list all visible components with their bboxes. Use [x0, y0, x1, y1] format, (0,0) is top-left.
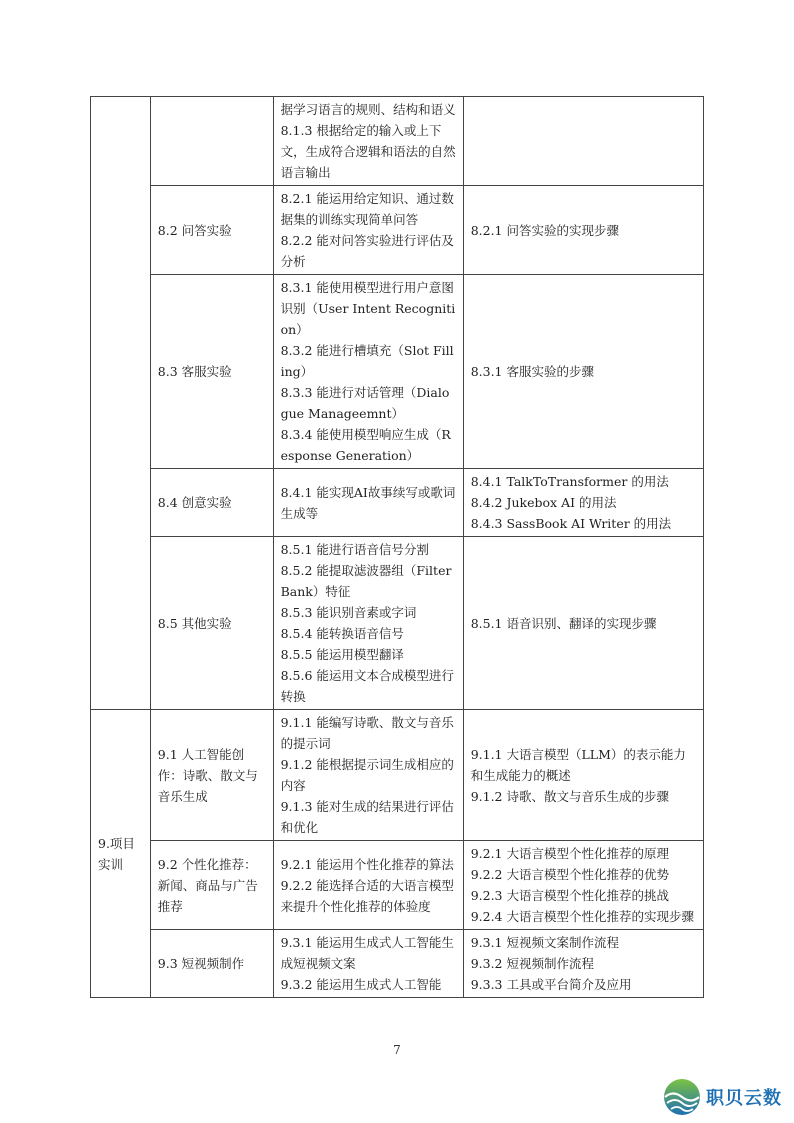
list-item: 8.2.1 能运用给定知识、通过数据集的训练实现简单问答 — [280, 191, 454, 227]
list-item: 8.4.2 Jukebox AI 的用法 — [470, 495, 617, 510]
knowledge-cell — [463, 710, 703, 841]
course-cell: 8.4 创意实验 — [150, 469, 273, 537]
skill-cell — [273, 469, 463, 537]
table-row — [91, 841, 704, 930]
skill-cell — [273, 841, 463, 930]
list-item: 8.3.2 能进行槽填充（Slot Filling） — [280, 343, 454, 379]
list-item: 8.5.3 能识别音素或字词 — [280, 605, 417, 620]
knowledge-cell — [463, 186, 703, 275]
list-item: 8.2.2 能对问答实验进行评估及分析 — [280, 233, 454, 269]
list-item: 9.3.2 能运用生成式人工智能 — [280, 977, 442, 992]
skill-cell — [273, 275, 463, 469]
list-item: 8.3.1 客服实验的步骤 — [470, 364, 594, 379]
list-item: 8.4.3 SassBook AI Writer 的用法 — [470, 516, 672, 531]
list-item: 8.5.1 语音识别、翻译的实现步骤 — [470, 615, 657, 631]
list-item: 9.1.2 诗歌、散文与音乐生成的步骤 — [470, 788, 669, 804]
table-row — [91, 537, 704, 710]
knowledge-cell — [463, 930, 703, 998]
list-item: 8.3.4 能使用模型响应生成（Response Generation） — [280, 427, 451, 463]
logo-text: 职贝云数 — [706, 1088, 782, 1109]
list-item: 8.1.3 根据给定的输入或上下文，生成符合逻辑和语法的自然语言输出 — [280, 123, 456, 180]
list-item: 8.5.1 能进行语音信号分割 — [280, 542, 429, 557]
list-item: 9.2.2 大语言模型个性化推荐的优势 — [470, 867, 669, 882]
list-item: 9.2.3 大语言模型个性化推荐的挑战 — [470, 888, 669, 903]
list-item: 8.5.2 能提取滤波器组（Filter Bank）特征 — [280, 563, 452, 599]
course-cell: 9.3 短视频制作 — [150, 930, 273, 998]
list-item: 8.2.1 问答实验的实现步骤 — [470, 222, 619, 238]
list-item: 9.2.2 能选择合适的大语言模型来提升个性化推荐的体验度 — [280, 877, 454, 914]
skill-cell — [273, 537, 463, 710]
course-cell: 9.2 个性化推荐：新闻、商品与广告推荐 — [150, 841, 273, 930]
list-item: 9.3.1 能运用生成式人工智能生成短视频文案 — [280, 935, 454, 971]
list-item: 8.5.6 能运用文本合成模型进行转换 — [280, 668, 454, 704]
list-item: 8.3.1 能使用模型进行用户意图识别（User Intent Recognition） — [280, 280, 456, 337]
knowledge-cell — [463, 469, 703, 537]
knowledge-cell — [463, 275, 703, 469]
skill-cell — [273, 186, 463, 275]
section-cell-8 — [91, 97, 151, 710]
table-row — [91, 469, 704, 537]
skill-cell — [273, 97, 463, 186]
knowledge-cell — [463, 537, 703, 710]
page-number: 7 — [393, 1043, 401, 1057]
list-item: 9.3.1 短视频文案制作流程 — [470, 935, 619, 950]
course-cell: 9.1 人工智能创作：诗歌、散文与音乐生成 — [150, 710, 273, 841]
list-item: 9.2.1 大语言模型个性化推荐的原理 — [470, 846, 669, 861]
table-row — [91, 710, 704, 841]
skill-cell — [273, 930, 463, 998]
knowledge-cell — [463, 841, 703, 930]
section-cell-9: 9.项目实训 — [91, 710, 151, 998]
list-item: 8.4.1 TalkToTransformer 的用法 — [470, 474, 669, 489]
curriculum-table — [90, 96, 704, 998]
list-item: 8.5.4 能转换语音信号 — [280, 626, 404, 641]
list-item: 9.1.1 能编写诗歌、散文与音乐的提示词 — [280, 715, 454, 751]
list-item: 据学习语言的规则、结构和语义 — [280, 102, 456, 117]
list-item: 8.3.3 能进行对话管理（Dialogue Manageemnt） — [280, 385, 450, 421]
list-item: 9.2.4 大语言模型个性化推荐的实现步骤 — [470, 909, 694, 924]
list-item: 9.3.3 工具或平台简介及应用 — [470, 977, 632, 992]
list-item: 9.1.2 能根据提示词生成相应的内容 — [280, 757, 454, 793]
brand-logo — [662, 1077, 792, 1117]
list-item: 8.5.5 能运用模型翻译 — [280, 647, 404, 662]
table-row — [91, 97, 704, 186]
course-cell: 8.3 客服实验 — [150, 275, 273, 469]
table-row — [91, 275, 704, 469]
list-item: 9.1.1 大语言模型（LLM）的表示能力和生成能力的概述 — [470, 746, 686, 783]
list-item: 9.1.3 能对生成的结果进行评估和优化 — [280, 799, 454, 835]
course-cell: 8.5 其他实验 — [150, 537, 273, 710]
course-cell: 8.2 问答实验 — [150, 186, 273, 275]
list-item: 8.4.1 能实现AI故事续写或歌词生成等 — [280, 484, 456, 521]
wave-globe-icon — [662, 1077, 702, 1117]
list-item: 9.3.2 短视频制作流程 — [470, 956, 594, 971]
knowledge-cell — [463, 97, 703, 186]
list-item: 9.2.1 能运用个性化推荐的算法 — [280, 856, 454, 872]
table-row — [91, 186, 704, 275]
table-row — [91, 930, 704, 998]
skill-cell — [273, 710, 463, 841]
course-cell — [150, 97, 273, 186]
